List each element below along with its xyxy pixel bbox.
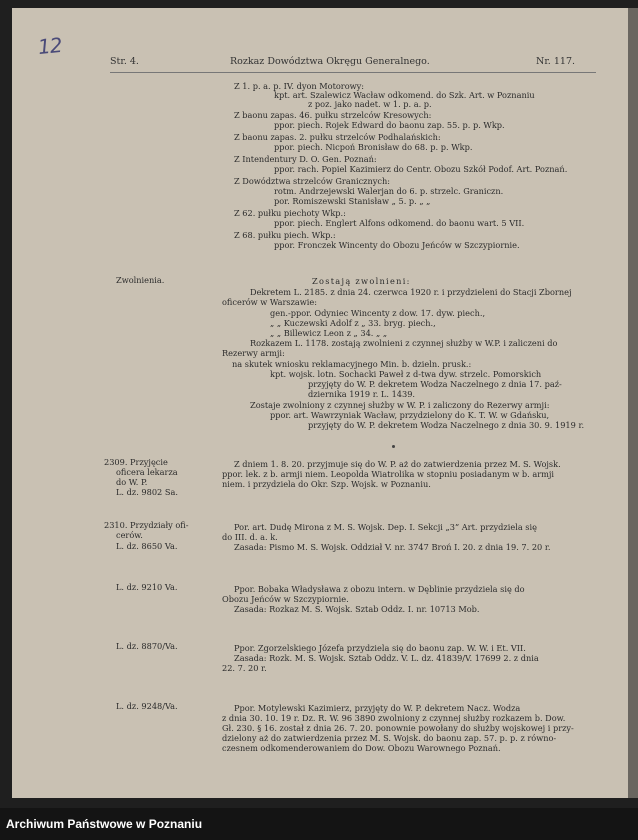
text-line: Z Intendentury D. O. Gen. Poznań: <box>234 154 377 164</box>
text-line: na skutek wniosku reklamacyjnego Min. b. dzieln. prusk.: <box>232 359 472 369</box>
handwritten-page-number: 12 <box>36 32 63 60</box>
margin-note: L. dz. 8650 Va. <box>116 541 178 551</box>
text-line: „ „ Billewicz Leon z „ 34. „ „ <box>270 328 388 338</box>
text-line: dziernika 1919 r. L. 1439. <box>308 389 416 399</box>
page-edge-shadow <box>628 8 638 798</box>
margin-note: L. dz. 8870/Va. <box>116 641 178 651</box>
text-line: ppor. piech. Nicpoń Bronisław do 68. p. p. Wkp. <box>274 142 473 152</box>
text-line: Z 68. pułku piech. Wkp.: <box>234 230 336 240</box>
text-line: por. Romiszewski Stanisław „ 5. p. „ „ <box>274 196 431 206</box>
margin-note: L. dz. 9802 Sa. <box>116 487 178 497</box>
text-line: 22. 7. 20 r. <box>222 663 267 673</box>
text-line: ppor. rach. Popiel Kazimierz do Centr. Obozu Szkół Podof. Art. Poznań. <box>274 164 568 174</box>
text-line: Z baonu zapas. 46. pułku strzelców Kresowych: <box>234 110 432 120</box>
text-line: Zostaje zwolniony z czynnej służby w W. P. i zaliczony do Rezerwy armji: <box>250 400 550 410</box>
text-line: ppor. lek. z b. armji niem. Leopolda Wiatrolika w stopniu posiadanym w b. armji <box>222 469 555 479</box>
page-title: Rozkaz Dowództwa Okręgu Generalnego. <box>230 56 430 67</box>
text-line: Rezerwy armji: <box>222 348 285 358</box>
text-line: Dekretem L. 2185. z dnia 24. czerwca 1920 r. i przydzieleni do Stacji Zbornej <box>250 287 572 297</box>
margin-note: Zwolnienia. <box>116 275 165 285</box>
margin-note: oficera lekarza <box>116 467 178 477</box>
text-line: przyjęty do W. P. dekretem Wodza Naczelnego z dnia 17. paź- <box>308 379 562 389</box>
text-line: Ppor. Bobaka Władysława z obozu intern. w Dęblinie przydziela się do <box>234 584 525 594</box>
margin-note: cerów. <box>116 530 143 540</box>
text-line: do III. d. a. k. <box>222 532 278 542</box>
text-line: przyjęty do W. P. dekretem Wodza Naczelnego z dnia 30. 9. 1919 r. <box>308 420 585 430</box>
margin-note: do W. P. <box>116 477 148 487</box>
margin-note: 2309. Przyjęcie <box>104 457 168 467</box>
text-line: Z 1. p. a. p. IV. dyon Motorowy: <box>234 81 365 91</box>
text-line: Obozu Jeńców w Szczypiornie. <box>222 594 349 604</box>
text-line: kpt. art. Szalewicz Wacław odkomend. do Szk. Art. w Poznaniu <box>274 90 535 100</box>
text-line: Z baonu zapas. 2. pułku strzelców Podhalańskich: <box>234 132 441 142</box>
text-line: Z Dowództwa strzelców Granicznych: <box>234 176 391 186</box>
text-line: oficerów w Warszawie: <box>222 297 318 307</box>
margin-note: 2310. Przydziały ofi- <box>104 520 189 530</box>
text-line: Z 62. pułku piechoty Wkp.: <box>234 208 346 218</box>
text-line: dzielony aż do zatwierdzenia przez M. S. Wojsk. do baonu zap. 57. p. p. z równo- <box>222 733 557 743</box>
margin-note: L. dz. 9248/Va. <box>116 701 178 711</box>
page-number-label: Str. 4. <box>110 56 139 67</box>
archive-footer: Archiwum Państwowe w Poznaniu <box>0 808 638 840</box>
text-line: Zasada: Rozkaz M. S. Wojsk. Sztab Oddz. I. nr. 10713 Mob. <box>234 604 480 614</box>
text-line: rotm. Andrzejewski Walerjan do 6. p. strzelc. Graniczn. <box>274 186 504 196</box>
text-line: „ „ Kuczewski Adolf z „ 33. bryg. piech., <box>270 318 436 328</box>
text-line: z dnia 30. 10. 19 r. Dz. R. W. 96 3890 zwolniony z czynnej służby rozkazem b. Dow. <box>222 713 566 723</box>
text-line: niem. i przydziela do Okr. Szp. Wojsk. w Poznaniu. <box>222 479 431 489</box>
text-line: Rozkazem L. 1178. zostają zwolnieni z czynnej służby w W.P. i zaliczeni do <box>250 338 558 348</box>
text-line: Por. art. Dudę Mirona z M. S. Wojsk. Dep. I. Sekcji „3” Art. przydziela się <box>234 522 537 532</box>
text-line: kpt. wojsk. lotn. Sochacki Paweł z d-twa dyw. strzelc. Pomorskich <box>270 369 542 379</box>
margin-note: L. dz. 9210 Va. <box>116 582 178 592</box>
text-line: Gł. 230. § 16. został z dnia 26. 7. 20. ponownie powołany do służby wojskowej i przy- <box>222 723 574 733</box>
text-line: ppor. Fronczek Wincenty do Obozu Jeńców w Szczypiornie. <box>274 240 520 250</box>
text-line: ppor. art. Wawrzyniak Wacław, przydzielony do K. T. W. w Gdańsku, <box>270 410 550 420</box>
order-number: Nr. 117. <box>536 56 576 67</box>
text-line: z poz. jako nadet. w 1. p. a. p. <box>308 99 432 109</box>
text-line: Zasada: Rozk. M. S. Wojsk. Sztab Oddz. V. L. dz. 41839/V. 17699 2. z dnia <box>234 653 539 663</box>
text-line: Z dniem 1. 8. 20. przyjmuje się do W. P. aż do zatwierdzenia przez M. S. Wojsk. <box>234 459 561 469</box>
document-page <box>12 8 628 798</box>
text-line: Ppor. Zgorzelskiego Józefa przydziela się do baonu zap. W. W. i Et. VII. <box>234 643 526 653</box>
section-heading: Zostają zwolnieni: <box>312 276 411 286</box>
text-line: gen.-ppor. Odyniec Wincenty z dow. 17. dyw. piech., <box>270 308 486 318</box>
text-line: Ppor. Motylewski Kazimierz, przyjęty do W. P. dekretem Nacz. Wodza <box>234 703 521 713</box>
text-line: czesnem odkomenderowaniem do Dow. Obozu Warownego Poznań. <box>222 743 501 753</box>
text-line: ppor. piech. Englert Alfons odkomend. do baonu wart. 5 VII. <box>274 218 525 228</box>
text-line: ppor. piech. Rojek Edward do baonu zap. 55. p. p. Wkp. <box>274 120 505 130</box>
text-line: Zasada: Pismo M. S. Wojsk. Oddział V. nr. 3747 Broń I. 20. z dnia 19. 7. 20 r. <box>234 542 551 552</box>
separator-dot <box>392 445 395 448</box>
header-rule <box>110 72 596 73</box>
